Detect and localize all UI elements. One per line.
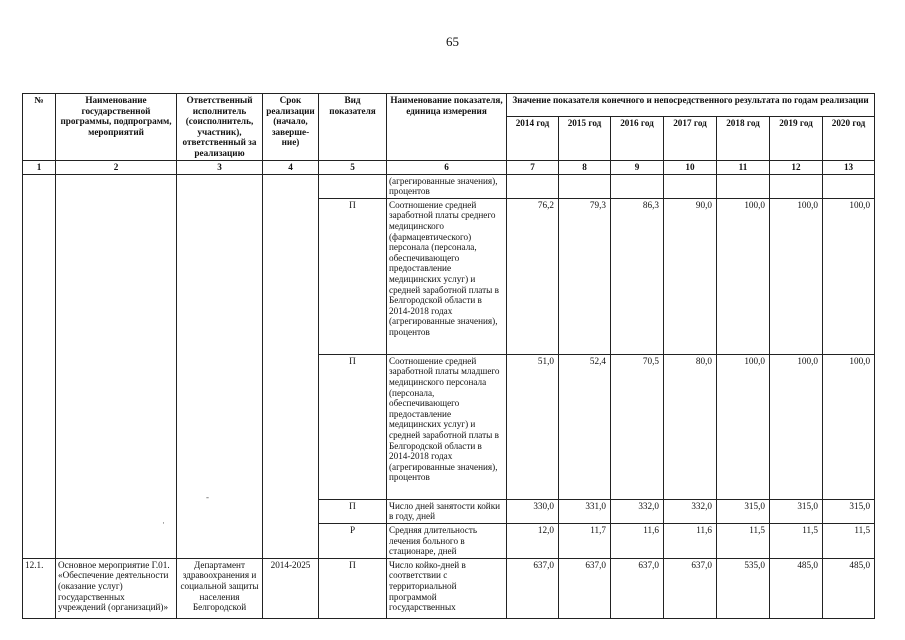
column-number: 4 — [263, 160, 319, 174]
column-number: 1 — [23, 160, 56, 174]
value-cell: 80,0 — [664, 354, 717, 499]
indicator-name: Число койко-дней в соответствии с территориальной программой государственных — [387, 558, 507, 618]
indicator-kind: Р — [319, 523, 387, 558]
value-cell: 100,0 — [823, 198, 875, 354]
header-values-group: Значение показателя конечного и непосредственного результата по годам реализации — [507, 94, 875, 117]
value-cell: 332,0 — [664, 499, 717, 523]
indicator-kind: П — [319, 499, 387, 523]
value-cell: 90,0 — [664, 198, 717, 354]
header-row — [23, 94, 875, 117]
column-numbers-row — [23, 160, 875, 174]
value-cell: 11,5 — [823, 523, 875, 558]
table-row — [23, 174, 875, 198]
indicator-kind: П — [319, 558, 387, 618]
empty-cell — [177, 174, 263, 558]
header-year: 2014 год — [507, 117, 559, 161]
column-number: 9 — [611, 160, 664, 174]
value-cell: 52,4 — [559, 354, 611, 499]
indicator-kind: П — [319, 354, 387, 499]
value-cell: 637,0 — [664, 558, 717, 618]
value-cell: 86,3 — [611, 198, 664, 354]
indicator-name: (агрегированные значения), процентов — [387, 174, 507, 198]
header-indicator-name: Наименование показателя, единица измерения — [387, 94, 507, 161]
term-cell: 2014-2025 — [263, 558, 319, 618]
value-cell — [507, 174, 559, 198]
header-executor: Ответственный исполнитель (соисполнитель, участник), ответственный за реализацию — [177, 94, 263, 161]
header-program: Наименование государственной программы, подпрограмм, мероприятий — [56, 94, 177, 161]
header-year: 2019 год — [770, 117, 823, 161]
indicator-name: Число дней занятости койки в году, дней — [387, 499, 507, 523]
value-cell: 76,2 — [507, 198, 559, 354]
value-cell: 100,0 — [717, 198, 770, 354]
column-number: 11 — [717, 160, 770, 174]
value-cell: 70,5 — [611, 354, 664, 499]
value-cell: 637,0 — [507, 558, 559, 618]
page-number: 65 — [446, 34, 459, 49]
value-cell: 637,0 — [611, 558, 664, 618]
value-cell: 535,0 — [717, 558, 770, 618]
value-cell: 79,3 — [559, 198, 611, 354]
row-number: 12.1. — [23, 558, 56, 618]
column-number: 8 — [559, 160, 611, 174]
value-cell: 11,6 — [664, 523, 717, 558]
value-cell: 637,0 — [559, 558, 611, 618]
value-cell: 485,0 — [770, 558, 823, 618]
value-cell: 330,0 — [507, 499, 559, 523]
column-number: 13 — [823, 160, 875, 174]
column-number: 5 — [319, 160, 387, 174]
value-cell: 331,0 — [559, 499, 611, 523]
value-cell: 11,5 — [717, 523, 770, 558]
value-cell — [664, 174, 717, 198]
indicators-table — [22, 93, 875, 619]
header-year: 2018 год — [717, 117, 770, 161]
empty-cell — [263, 174, 319, 558]
scan-speck: - — [206, 492, 209, 502]
value-cell — [611, 174, 664, 198]
header-year: 2020 год — [823, 117, 875, 161]
value-cell: 12,0 — [507, 523, 559, 558]
indicator-kind — [319, 174, 387, 198]
indicator-name: Соотношение средней заработной платы младшего медицинского персонала (персонала, обеспечивающего предоставление медицинских услуг) и средней заработной платы в Белгородской области в 2014-2018 годах (агрегированные значения), процентов — [387, 354, 507, 499]
indicator-kind: П — [319, 198, 387, 354]
table-row — [23, 558, 875, 618]
value-cell: 11,5 — [770, 523, 823, 558]
header-term: Срок реализации (начало, заверше-ние) — [263, 94, 319, 161]
executor-name: Департамент здравоохранения и социальной защиты населения Белгородской — [177, 558, 263, 618]
indicator-name: Средняя длительность лечения больного в стационаре, дней — [387, 523, 507, 558]
value-cell — [559, 174, 611, 198]
scan-speck: · — [162, 518, 165, 528]
value-cell: 100,0 — [823, 354, 875, 499]
column-number: 7 — [507, 160, 559, 174]
header-number: № — [23, 94, 56, 161]
header-indicator-kind: Вид показателя — [319, 94, 387, 161]
value-cell: 11,6 — [611, 523, 664, 558]
value-cell: 332,0 — [611, 499, 664, 523]
value-cell: 315,0 — [717, 499, 770, 523]
column-number: 12 — [770, 160, 823, 174]
column-number: 2 — [56, 160, 177, 174]
value-cell: 51,0 — [507, 354, 559, 499]
value-cell: 11,7 — [559, 523, 611, 558]
column-number: 3 — [177, 160, 263, 174]
indicator-name: Соотношение средней заработной платы среднего медицинского (фармацевтического) персонала (персонала, обеспечивающего предоставление медицинских услуг) и средней заработной платы в Белгородской области в 2014-2018 годах (агрегированные значения), процентов — [387, 198, 507, 354]
header-year: 2015 год — [559, 117, 611, 161]
header-year: 2016 год — [611, 117, 664, 161]
value-cell: 100,0 — [717, 354, 770, 499]
value-cell: 100,0 — [770, 354, 823, 499]
value-cell: 100,0 — [770, 198, 823, 354]
value-cell: 315,0 — [823, 499, 875, 523]
value-cell — [770, 174, 823, 198]
empty-cell — [23, 174, 56, 558]
column-number: 10 — [664, 160, 717, 174]
empty-cell — [56, 174, 177, 558]
column-number: 6 — [387, 160, 507, 174]
value-cell — [823, 174, 875, 198]
value-cell: 315,0 — [770, 499, 823, 523]
header-year: 2017 год — [664, 117, 717, 161]
program-name: Основное мероприятие Г.01. «Обеспечение деятельности (оказание услуг) государственных учреждений (организаций)» — [56, 558, 177, 618]
value-cell — [717, 174, 770, 198]
value-cell: 485,0 — [823, 558, 875, 618]
